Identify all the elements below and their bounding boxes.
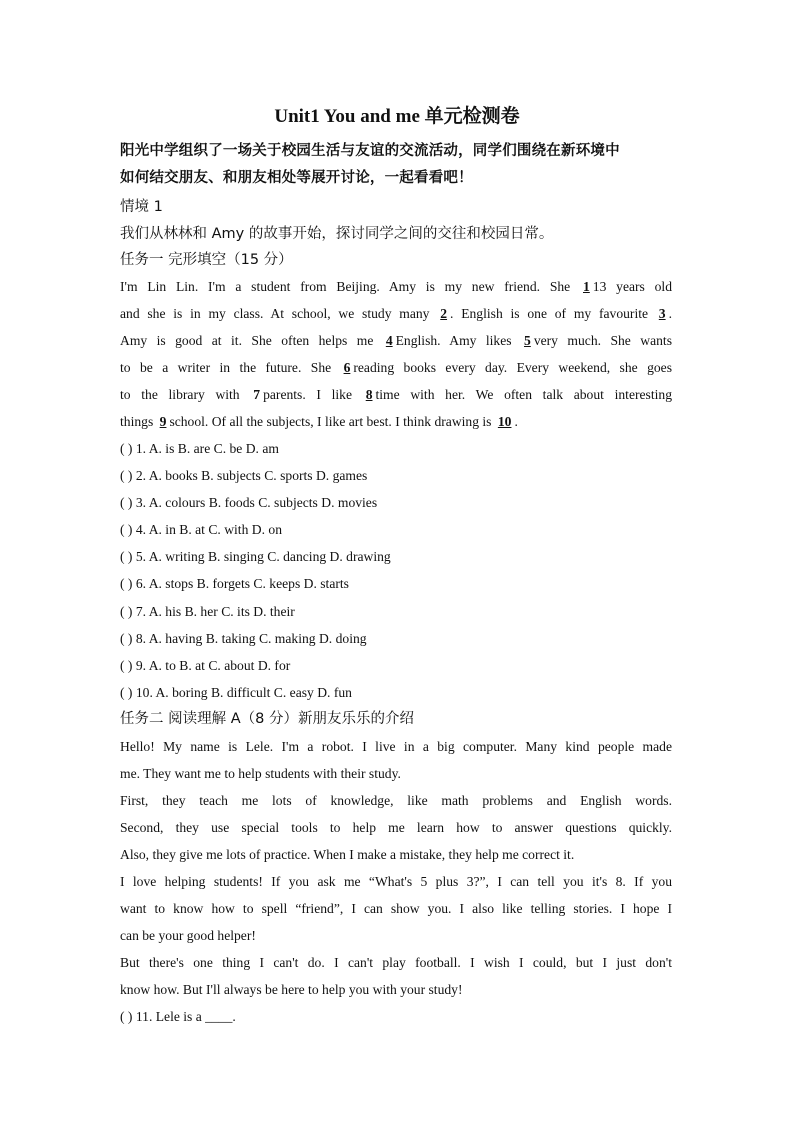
blank-10[interactable]: 10 [497, 414, 512, 429]
cloze-line: things 9 school. Of all the subjects, I like art best. I think drawing is 10 . [120, 414, 518, 429]
cloze-line: Amy is good at it. She often helps me 4 English. Amy likes 5 very much. She wants [120, 333, 672, 348]
reading-passage [120, 733, 672, 1003]
blank-2[interactable]: 2 [440, 306, 448, 321]
option-row-9[interactable]: ( ) 9. A. to B. at C. about D. for [120, 658, 291, 673]
task1-title: 任务一 完形填空（15 分） [120, 252, 293, 268]
reading-line: can be your good helper! [120, 928, 256, 943]
situation-label: 情境 1 [120, 199, 163, 215]
option-row-2[interactable]: ( ) 2. A. books B. subjects C. sports D. games [120, 468, 368, 483]
blank-5[interactable]: 5 [524, 333, 531, 348]
cloze-line: to the library with 7 parents. I like 8 time with her. We often talk about interesting [120, 387, 672, 402]
option-row-7[interactable]: ( ) 7. A. his B. her C. its D. their [120, 604, 295, 619]
option-row-3[interactable]: ( ) 3. A. colours B. foods C. subjects D. movies [120, 495, 378, 510]
blank-6[interactable]: 6 [343, 360, 351, 375]
option-row-5[interactable]: ( ) 5. A. writing B. singing C. dancing D. drawing [120, 549, 391, 564]
page-title: Unit1 You and me 单元检测卷 [274, 106, 520, 127]
reading-line: want to know how to spell “friend”, I can show you. I also like telling stories. I hope I [120, 901, 672, 916]
situation-description: 我们从林林和 Amy 的故事开始，探讨同学之间的交往和校园日常。 [120, 226, 554, 242]
intro-line: 阳光中学组织了一场关于校园生活与友谊的交流活动，同学们围绕在新环境中 [120, 143, 620, 159]
reading-line: Also, they give me lots of practice. When I make a mistake, they help me correct it. [120, 847, 575, 862]
reading-line: Second, they use special tools to help me learn how to answer questions quickly. [120, 820, 672, 835]
task2-title: 任务二 阅读理解 A（8 分）新朋友乐乐的介绍 [120, 711, 414, 727]
reading-line: I love helping students! If you ask me “What's 5 plus 3?”, I can tell you it's 8. If you [120, 874, 672, 889]
cloze-line: to be a writer in the future. She 6 reading books every day. Every weekend, she goes [120, 360, 672, 375]
blank-3[interactable]: 3 [658, 306, 666, 321]
reading-line: First, they teach me lots of knowledge, like math problems and English words. [120, 793, 672, 808]
reading-line: know how. But I'll always be here to help you with your study! [120, 982, 463, 997]
cloze-line: I'm Lin Lin. I'm a student from Beijing. Amy is my new friend. She 1 13 years old [120, 279, 672, 294]
blank-1[interactable]: 1 [583, 279, 590, 294]
blank-4[interactable]: 4 [385, 333, 393, 348]
reading-line: me. They want me to help students with their study. [120, 766, 401, 781]
option-row-10[interactable]: ( ) 10. A. boring B. difficult C. easy D. fun [120, 685, 352, 700]
intro-line: 如何结交朋友、和朋友相处等展开讨论，一起看看吧！ [120, 170, 473, 186]
blank-7[interactable]: 7 [253, 387, 261, 402]
option-row-8[interactable]: ( ) 8. A. having B. taking C. making D. doing [120, 631, 367, 646]
cloze-line: and she is in my class. At school, we study many 2 . English is one of my favourite 3 . [120, 306, 672, 321]
option-row-4[interactable]: ( ) 4. A. in B. at C. with D. on [120, 522, 282, 537]
option-row-6[interactable]: ( ) 6. A. stops B. forgets C. keeps D. starts [120, 576, 349, 591]
intro-text [120, 138, 680, 192]
reading-line: Hello! My name is Lele. I'm a robot. I live in a big computer. Many kind people made [120, 739, 672, 754]
cloze-passage [120, 273, 672, 435]
question-11[interactable]: ( ) 11. Lele is a ____. [120, 1009, 236, 1024]
option-row-1[interactable]: ( ) 1. A. is B. are C. be D. am [120, 441, 279, 456]
blank-8[interactable]: 8 [365, 387, 373, 402]
blank-9[interactable]: 9 [159, 414, 167, 429]
reading-line: But there's one thing I can't do. I can't play football. I wish I could, but I just don't [120, 955, 672, 970]
